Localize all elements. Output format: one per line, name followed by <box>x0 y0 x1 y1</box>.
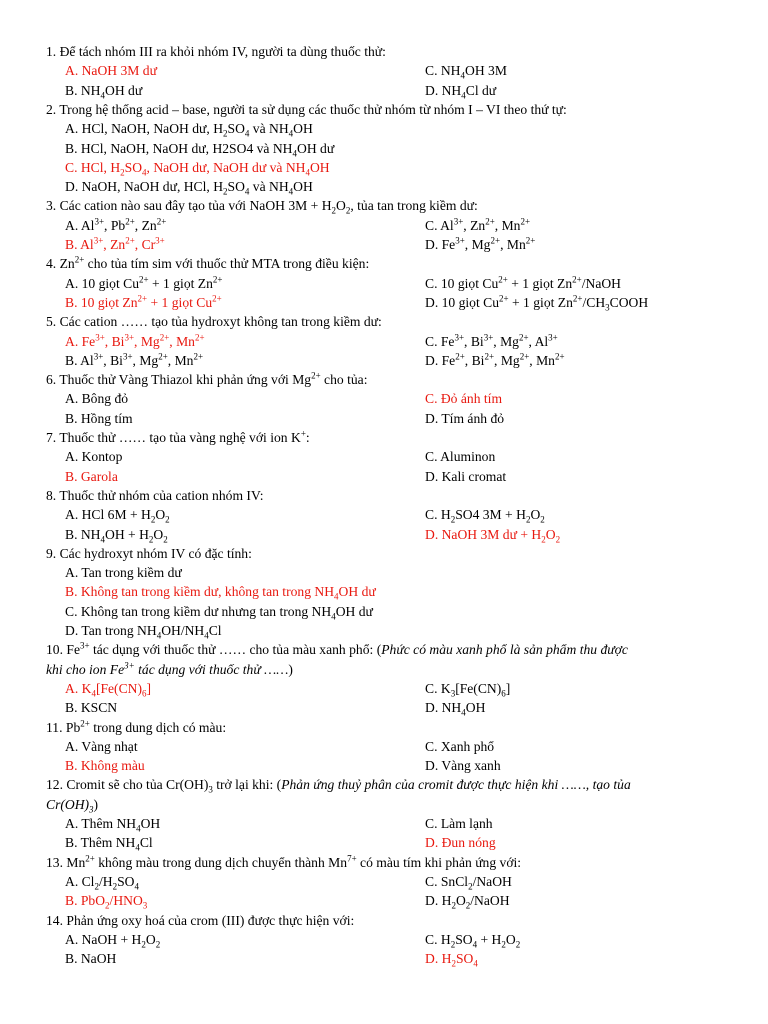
option: C. $Fe^{3+}$, $Bi^{3+}$, $Mg^{2+}$, $Al^{3+}$ <box>425 331 558 349</box>
option: C. 10 giọt $Cu^{2+} + 1$ giọt $Zn^{2+}$/NaOH <box>425 274 621 291</box>
answer-option: B. Garola <box>65 468 118 484</box>
option: C. Aluminon <box>425 449 496 465</box>
option: B. $Al^{3+}$, $Bi^{3+}$, $Mg^{2+}$, $Mn^{2+}$ <box>65 351 204 368</box>
option-row <box>0 949 768 968</box>
question-text: 3. Các cation nào sau đây tạo tủa với NaOH $3M + H_2O_2$, tủa tan trong kiềm dư: <box>46 198 478 217</box>
question-stem <box>0 196 768 215</box>
option-row <box>0 119 768 138</box>
question-text: 10. $Fe^{3+}$ tác dụng với thuốc thử …… cho tủa màu xanh phổ: (Phức có màu xanh phổ là sản phẩm thu được <box>46 640 628 658</box>
option: C. $NH_4OH$ 3M <box>425 63 507 82</box>
option-row <box>0 602 768 621</box>
option: D. Kali cromat <box>425 468 507 484</box>
option-row <box>0 467 768 486</box>
question-stem <box>0 370 768 389</box>
option-row <box>0 81 768 100</box>
option: B. Thêm $NH_4Cl$ <box>65 835 153 854</box>
option-row <box>0 621 768 640</box>
option-row <box>0 563 768 582</box>
answer-option: A. $Fe^{3+}$, $Bi^{3+}$, $Mg^{2+}$, $Mn^{2+}$ <box>65 331 205 349</box>
option: D. $Fe^{3+}$, $Mg^{2+}$, $Mn^{2+}$ <box>425 235 536 252</box>
option: A. HCl, NaOH, NaOH dư, $H_2SO_4$ và $NH_4OH$ <box>65 121 313 139</box>
option: A. Kontop <box>65 449 123 465</box>
option: A. Thêm $NH_4OH$ <box>65 816 161 834</box>
answer-option: D. NaOH 3M dư + $H_2O_2$ <box>425 526 561 545</box>
option: D. 10 giọt $Cu^{2+} + 1$ giọt $Zn^{2+}/CH_3COOH$ <box>425 293 649 313</box>
answer-option: A. NaOH 3M dư <box>65 63 157 79</box>
question-text: 6. Thuốc thử Vàng Thiazol khi phản ứng với $Mg^{2+}$ cho tủa: <box>46 370 368 388</box>
answer-option: D. Đun nóng <box>425 835 496 851</box>
option-row <box>0 814 768 833</box>
question-stem-continued <box>0 660 768 679</box>
question-stem <box>0 42 768 61</box>
option-row <box>0 833 768 852</box>
option-row <box>0 872 768 891</box>
option: A. Tan trong kiềm dư <box>65 565 182 581</box>
question-stem <box>0 640 768 659</box>
answer-option: B. Không màu <box>65 758 145 774</box>
option: C. Làm lạnh <box>425 816 493 831</box>
option: D. $NH_4Cl$ dư <box>425 82 497 101</box>
question-text-continued: $Cr(OH)_3$) <box>46 796 99 815</box>
option-row <box>0 158 768 177</box>
option-row <box>0 409 768 428</box>
answer-option: A. $K_4[Fe(CN)_6]$ <box>65 680 152 699</box>
option: C. SnCl$_2$/NaOH <box>425 873 512 892</box>
option-row <box>0 61 768 80</box>
option: D. NaOH, NaOH dư, HCl, $H_2SO_4$ và $NH_4OH$ <box>65 179 313 197</box>
question-stem <box>0 486 768 505</box>
option-row <box>0 389 768 408</box>
option: C. $K_3[Fe(CN)_6]$ <box>425 680 511 699</box>
question-stem <box>0 254 768 273</box>
option-row <box>0 274 768 293</box>
question-stem <box>0 853 768 872</box>
option: B. HCl, NaOH, NaOH dư, H2SO4 và $NH_4OH$ dư <box>65 140 335 159</box>
option: A. $Al^{3+}$, $Pb^{2+}$, $Zn^{2+}$ <box>65 216 167 233</box>
question-text: 8. Thuốc thử nhóm của cation nhóm IV: <box>46 487 264 503</box>
option: D. $H_2O_2$/NaOH <box>425 893 510 911</box>
option: A. Bông đỏ <box>65 391 129 407</box>
option-row <box>0 756 768 775</box>
option-row <box>0 698 768 717</box>
option: B. KSCN <box>65 700 118 716</box>
question-stem <box>0 544 768 563</box>
option-row <box>0 525 768 544</box>
option-row <box>0 139 768 158</box>
question-text: 14. Phản ứng oxy hoá của crom (III) được thực hiện với: <box>46 912 355 928</box>
option: B. $NH_4OH + H_2O_2$ <box>65 526 168 545</box>
answer-option: B. $Al^{3+}$, $Zn^{2+}$, $Cr^{3+}$ <box>65 235 165 252</box>
option: D. Vàng xanh <box>425 758 501 774</box>
question-stem <box>0 718 768 737</box>
option-row <box>0 737 768 756</box>
question-stem <box>0 775 768 794</box>
question-text-continued: khi cho ion $Fe^{3+}$ tác dụng với thuốc thử ……) <box>46 660 293 677</box>
option: C. Không tan trong kiềm dư nhưng tan trong $NH_4OH$ dư <box>65 603 373 622</box>
option-row <box>0 351 768 370</box>
option-row <box>0 447 768 466</box>
question-text: 1. Để tách nhóm III ra khỏi nhóm IV, người ta dùng thuốc thử: <box>46 44 386 59</box>
answer-option: B. 10 giọt $Zn^{2+} + 1$ giọt $Cu^{2+}$ <box>65 293 222 310</box>
question-text: 13. $Mn^{2+}$ không màu trong dung dịch chuyển thành $Mn^{7+}$ có màu tím khi phản ứng với: <box>46 853 522 870</box>
question-text: 7. Thuốc thử …… tạo tủa vàng nghệ với ion K+: <box>46 428 310 445</box>
option: A. 10 giọt $Cu^{2+} + 1$ giọt $Zn^{2+}$ <box>65 274 223 291</box>
option: B. NaOH <box>65 951 117 967</box>
option-row <box>0 930 768 949</box>
option-row <box>0 679 768 698</box>
question-text: 9. Các hydroxyt nhóm IV có đặc tính: <box>46 545 252 561</box>
question-text: 12. Cromit sẽ cho tủa $Cr(OH)_3$ trở lại khi: (Phản ứng thuỷ phân của cromit được thực hiện khi ……, tạo tủa <box>46 777 631 796</box>
option-row <box>0 177 768 196</box>
option: C. $H_2SO_4 + H_2O_2$ <box>425 931 521 950</box>
option: D. Tím ánh đỏ <box>425 410 505 426</box>
option: C. $H_2SO4$ $3M + H_2O_2$ <box>425 507 545 525</box>
option-row <box>0 293 768 312</box>
question-text: 11. $Pb^{2+}$ trong dung dịch có màu: <box>46 717 227 735</box>
option: B. Hồng tím <box>65 410 133 426</box>
option: C. $Al^{3+}$, $Zn^{2+}$, $Mn^{2+}$ <box>425 216 531 233</box>
option-row <box>0 332 768 351</box>
option-row <box>0 891 768 910</box>
option: A. NaOH + $H_2O_2$ <box>65 931 161 950</box>
option-row <box>0 216 768 235</box>
option: D. Tan trong $NH_4OH/NH_4Cl$ <box>65 623 222 641</box>
option: A. $Cl_2/H_2SO_4$ <box>65 873 139 892</box>
question-stem <box>0 428 768 447</box>
question-stem <box>0 100 768 119</box>
question-stem <box>0 911 768 930</box>
question-text: 4. $Zn^{2+}$ cho tủa tím sim với thuốc thử MTA trong điều kiện: <box>46 254 370 272</box>
answer-option: D. $H_2SO_4$ <box>425 951 478 969</box>
answer-option: B. $PbO_2/HNO_3$ <box>65 893 148 911</box>
question-text: 5. Các cation …… tạo tủa hydroxyt không tan trong kiềm dư: <box>46 314 382 330</box>
option-row <box>0 235 768 254</box>
answer-option: B. Không tan trong kiềm dư, không tan trong $NH_4OH$ dư <box>65 584 376 603</box>
option: D. $Fe^{2+}$, $Bi^{2+}$, $Mg^{2+}$, $Mn^{2+}$ <box>425 351 565 368</box>
option: A. HCl $6M + H_2O_2$ <box>65 507 170 525</box>
option: D. $NH_4OH$ <box>425 700 486 718</box>
option: A. Vàng nhạt <box>65 738 138 754</box>
option: B. $NH_4OH$ dư <box>65 82 143 101</box>
option: C. Xanh phổ <box>425 738 495 754</box>
option-row <box>0 582 768 601</box>
question-stem <box>0 312 768 331</box>
question-text: 2. Trong hệ thống acid – base, người ta sử dụng các thuốc thử nhóm từ nhóm I – VI theo thứ tự: <box>46 101 567 117</box>
answer-option: C. Đỏ ánh tím <box>425 391 503 407</box>
question-stem-continued <box>0 795 768 814</box>
option-row <box>0 505 768 524</box>
answer-option: C. HCl, $H_2SO_4$, NaOH dư, NaOH dư và $NH_4OH$ <box>65 159 330 178</box>
